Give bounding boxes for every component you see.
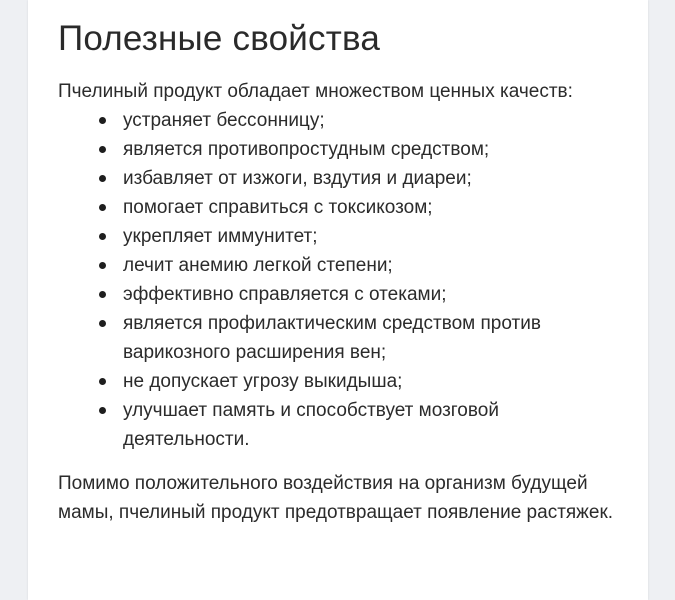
list-item: является противопростудным средством;	[123, 135, 624, 164]
page-title: Полезные свойства	[58, 19, 381, 58]
list-item: эффективно справляется с отеками;	[123, 280, 624, 309]
list-item: не допускает угрозу выкидыша;	[123, 367, 624, 396]
intro-paragraph: Пчелиный продукт обладает множеством ценных качеств:	[58, 81, 573, 102]
list-item: является профилактическим средством против варикозного расширения вен;	[123, 309, 624, 367]
list-item: устраняет бессонницу;	[123, 106, 624, 135]
list-item: помогает справиться с токсикозом;	[123, 193, 624, 222]
list-item: лечит анемию легкой степени;	[123, 251, 624, 280]
outro-paragraph: Помимо положительного воздействия на организм будущей мамы, пчелиный продукт предотвращает появление растяжек.	[58, 473, 614, 523]
list-item: избавляет от изжоги, вздутия и диареи;	[123, 164, 624, 193]
list-item: улучшает память и способствует мозговой деятельности.	[123, 396, 624, 454]
list-item: укрепляет иммунитет;	[123, 222, 624, 251]
benefits-list	[58, 106, 624, 454]
article-content	[58, 14, 624, 527]
article-card	[28, 0, 648, 600]
